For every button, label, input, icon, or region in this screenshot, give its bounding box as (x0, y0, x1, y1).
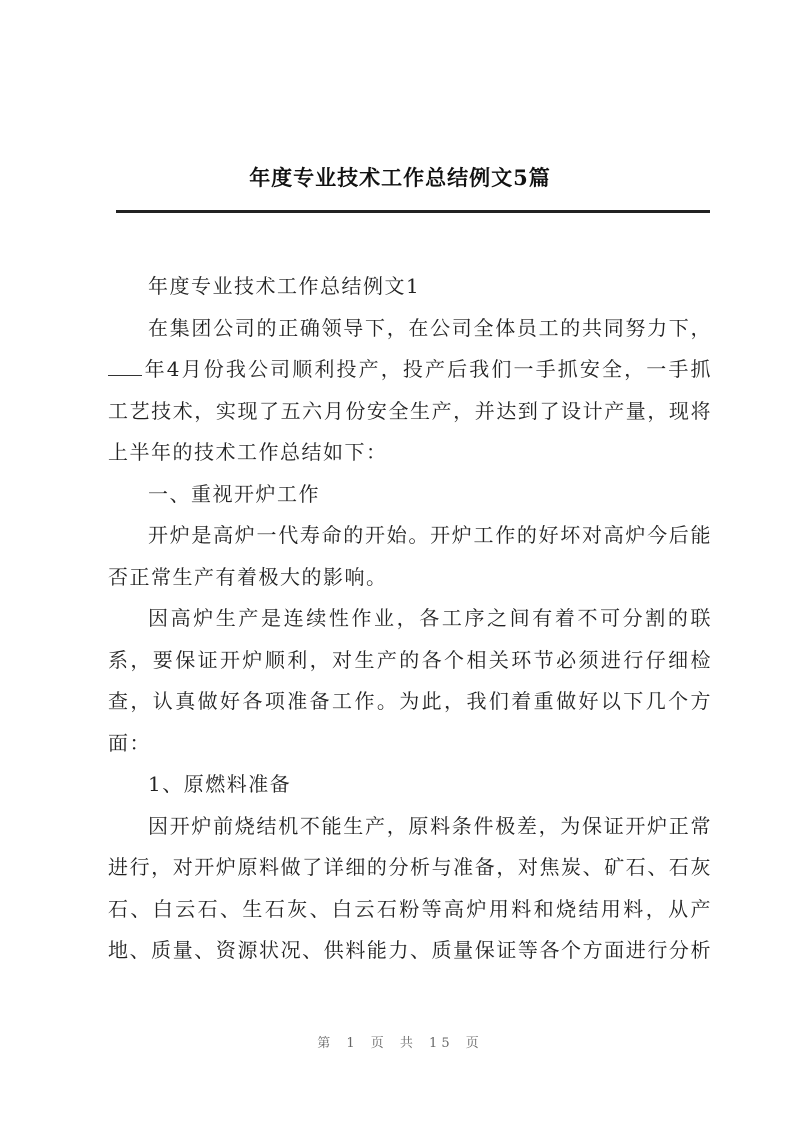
body-paragraph: 因高炉生产是连续性作业，各工序之间有着不可分割的联系，要保证开炉顺利，对生产的各个相关环节必须进行仔细检查，认真做好各项准备工作。为此，我们着重做好以下几个方面： (108, 606, 712, 755)
body-paragraph: 因开炉前烧结机不能生产，原料条件极差，为保证开炉正常进行，对开炉原料做了详细的分析与准备，对焦炭、矿石、石灰石、白云石、生石灰、白云石粉等高炉用料和烧结用料，从产地、质量、资源状况、供料能力、质量保证等各个方面进行分析 (108, 813, 712, 962)
fill-in-blank (108, 353, 142, 376)
section-heading: 1、原燃料准备 (148, 772, 292, 796)
section-heading: 年度专业技术工作总结例文1 (148, 274, 421, 298)
document-title: 年度专业技术工作总结例文5篇 (249, 165, 551, 190)
body-paragraph: 在集团公司的正确领导下，在公司全体员工的共同努力下， (148, 315, 712, 340)
body-paragraph: 开炉是高炉一代寿命的开始。开炉工作的好坏对高炉今后能否正常生产有着极大的影响。 (108, 523, 712, 589)
title-underline (116, 210, 710, 213)
section-heading: 一、重视开炉工作 (148, 481, 320, 506)
document-body (108, 266, 712, 972)
body-paragraph-text: 年4月份我公司顺利投产，投产后我们一手抓安全，一手抓工艺技术，实现了五六月份安全生产，并达到了设计产量，现将上半年的技术工作总结如下： (108, 357, 712, 464)
body-paragraph (108, 349, 712, 474)
page-number: 第 1 页 共 15 页 (317, 1036, 483, 1051)
